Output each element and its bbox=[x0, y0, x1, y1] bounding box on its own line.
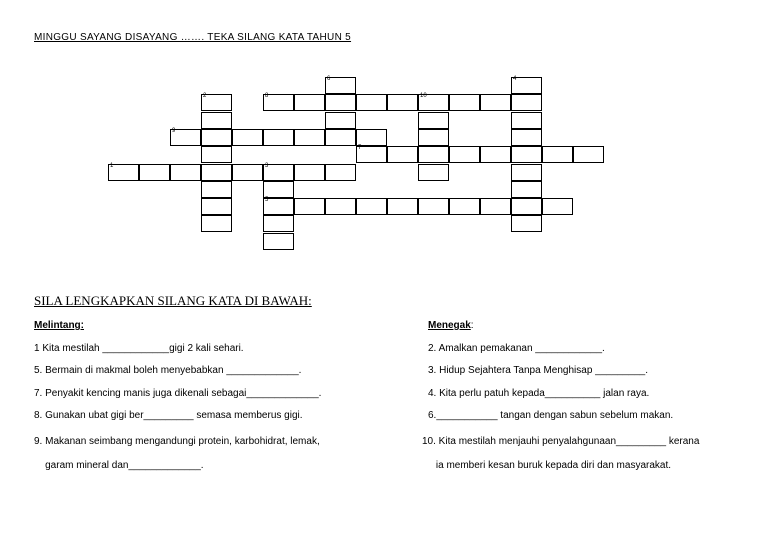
clue-across-9: 9. Makanan seimbang mengandungi protein, karbohidrat, lemak, bbox=[34, 436, 320, 447]
crossword-cell[interactable] bbox=[418, 164, 449, 181]
crossword-cell[interactable] bbox=[356, 94, 387, 111]
melintang-heading bbox=[34, 320, 84, 331]
crossword-cell[interactable] bbox=[418, 112, 449, 129]
crossword-cell[interactable] bbox=[201, 164, 232, 181]
clue-down-2: 2. Amalkan pemakanan ____________. bbox=[428, 343, 605, 354]
clue-number: 1 bbox=[110, 162, 114, 169]
crossword-cell[interactable] bbox=[449, 146, 480, 163]
crossword-cell[interactable] bbox=[449, 198, 480, 215]
crossword-cell[interactable] bbox=[418, 94, 449, 111]
crossword-cell[interactable] bbox=[294, 94, 325, 111]
worksheet-title: MINGGU SAYANG DISAYANG ……. TEKA SILANG KATA TAHUN 5 bbox=[34, 32, 352, 43]
crossword-cell[interactable] bbox=[294, 129, 325, 146]
crossword-cell[interactable] bbox=[325, 164, 356, 181]
clue-number: 6 bbox=[327, 76, 331, 82]
crossword-cell[interactable] bbox=[511, 77, 542, 94]
clue-down-3: 3. Hidup Sejahtera Tanpa Menghisap _________. bbox=[428, 365, 648, 376]
crossword-cell[interactable] bbox=[480, 146, 511, 163]
clue-down-6: 6.___________ tangan dengan sabun sebelum makan. bbox=[428, 410, 674, 421]
menegak-heading-colon: : bbox=[470, 320, 474, 331]
clue-down-10: 10. Kita mestilah menjauhi penyalahgunaan_________ kerana bbox=[422, 436, 700, 447]
crossword-cell[interactable] bbox=[542, 198, 573, 215]
clue-number: 8 bbox=[265, 93, 269, 100]
crossword-grid bbox=[0, 0, 768, 270]
crossword-cell[interactable] bbox=[201, 146, 232, 163]
crossword-cell[interactable] bbox=[480, 198, 511, 215]
crossword-cell[interactable] bbox=[263, 94, 294, 111]
crossword-cell[interactable] bbox=[511, 129, 542, 146]
crossword-cell[interactable] bbox=[201, 198, 232, 215]
clue-number: 3 bbox=[265, 162, 269, 169]
crossword-cell[interactable] bbox=[511, 181, 542, 198]
clue-number: 10 bbox=[420, 93, 427, 100]
crossword-cell[interactable] bbox=[511, 146, 542, 163]
menegak-heading-text: Menegak bbox=[428, 320, 471, 331]
crossword-cell[interactable] bbox=[263, 215, 294, 232]
crossword-cell[interactable] bbox=[511, 112, 542, 129]
crossword-cell[interactable] bbox=[573, 146, 604, 163]
crossword-cell[interactable] bbox=[387, 198, 418, 215]
clue-number: 5 bbox=[265, 197, 269, 204]
clue-number: 4 bbox=[513, 76, 517, 82]
crossword-cell[interactable] bbox=[294, 198, 325, 215]
crossword-cell[interactable] bbox=[170, 129, 201, 146]
menegak-heading bbox=[428, 320, 474, 331]
crossword-cell[interactable] bbox=[170, 164, 201, 181]
crossword-cell[interactable] bbox=[263, 164, 294, 181]
crossword-cell[interactable] bbox=[511, 198, 542, 215]
crossword-cell[interactable] bbox=[325, 198, 356, 215]
clue-down-10-continued: ia memberi kesan buruk kepada diri dan masyarakat. bbox=[422, 460, 672, 471]
crossword-cell[interactable] bbox=[418, 129, 449, 146]
crossword-cell[interactable] bbox=[325, 129, 356, 146]
crossword-cell[interactable] bbox=[201, 94, 232, 111]
crossword-cell[interactable] bbox=[294, 164, 325, 181]
crossword-cell[interactable] bbox=[325, 112, 356, 129]
crossword-cell[interactable] bbox=[387, 146, 418, 163]
crossword-cell[interactable] bbox=[418, 146, 449, 163]
crossword-cell[interactable] bbox=[201, 112, 232, 129]
clue-across-1: 1 Kita mestilah ____________gigi 2 kali sehari. bbox=[34, 343, 244, 354]
crossword-cell[interactable] bbox=[325, 94, 356, 111]
crossword-cell[interactable] bbox=[263, 198, 294, 215]
clue-number: 2 bbox=[203, 93, 207, 100]
crossword-cell[interactable] bbox=[511, 215, 542, 232]
crossword-cell[interactable] bbox=[511, 94, 542, 111]
crossword-cell[interactable] bbox=[108, 164, 139, 181]
clue-down-4: 4. Kita perlu patuh kepada__________ jalan raya. bbox=[428, 388, 650, 399]
instructions-heading: SILA LENGKAPKAN SILANG KATA DI BAWAH: bbox=[34, 293, 312, 308]
crossword-cell[interactable] bbox=[263, 233, 294, 250]
crossword-cell[interactable] bbox=[232, 164, 263, 181]
clue-across-9-continued: garam mineral dan_____________. bbox=[34, 460, 204, 471]
clue-number: 9 bbox=[172, 127, 176, 134]
clue-across-8: 8. Gunakan ubat gigi ber_________ semasa memberus gigi. bbox=[34, 410, 303, 421]
melintang-heading-text: Melintang: bbox=[34, 320, 84, 331]
clue-across-5: 5. Bermain di makmal boleh menyebabkan _____________. bbox=[34, 365, 302, 376]
crossword-cell[interactable] bbox=[139, 164, 170, 181]
clue-across-7: 7. Penyakit kencing manis juga dikenali sebagai_____________. bbox=[34, 388, 322, 399]
crossword-cell[interactable] bbox=[201, 215, 232, 232]
crossword-cell[interactable] bbox=[542, 146, 573, 163]
crossword-cell[interactable] bbox=[201, 129, 232, 146]
crossword-cell[interactable] bbox=[356, 198, 387, 215]
crossword-cell[interactable] bbox=[201, 181, 232, 198]
crossword-cell[interactable] bbox=[325, 77, 356, 94]
crossword-cell[interactable] bbox=[263, 129, 294, 146]
crossword-cell[interactable] bbox=[356, 146, 387, 163]
crossword-cell[interactable] bbox=[449, 94, 480, 111]
crossword-cell[interactable] bbox=[387, 94, 418, 111]
crossword-cell[interactable] bbox=[480, 94, 511, 111]
crossword-cell[interactable] bbox=[232, 129, 263, 146]
crossword-cell[interactable] bbox=[418, 198, 449, 215]
crossword-cell[interactable] bbox=[511, 164, 542, 181]
clue-number: 7 bbox=[358, 145, 362, 152]
